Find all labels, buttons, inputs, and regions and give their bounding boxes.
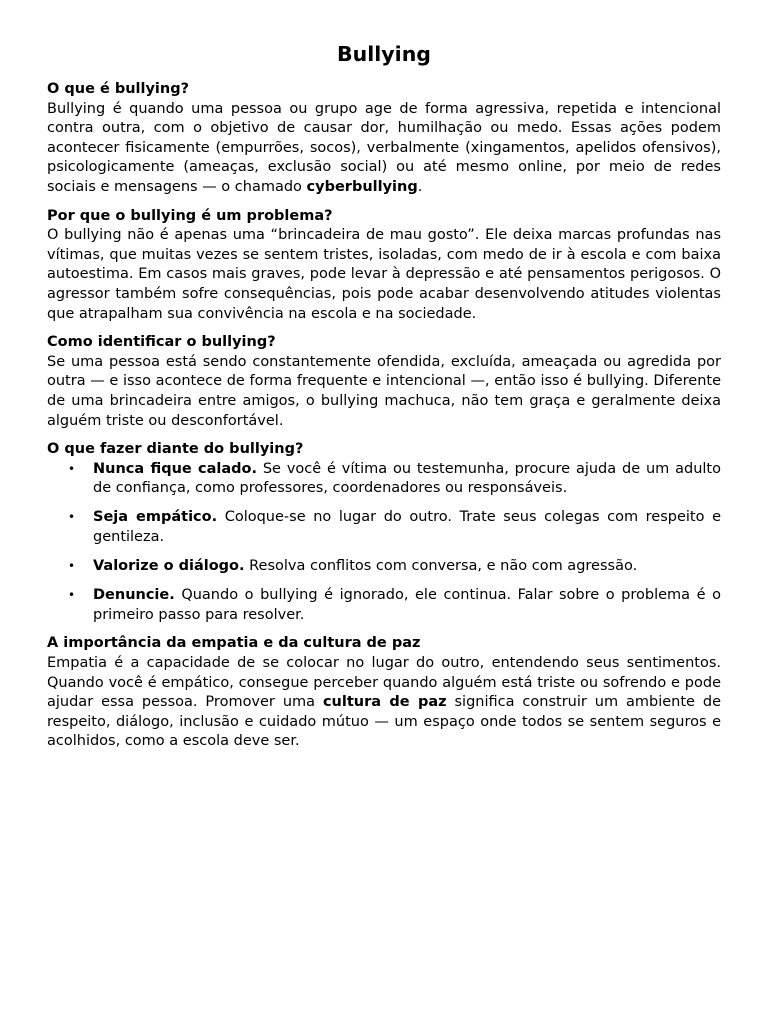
paragraph-text: significa construir um ambiente de respeito, diálogo, inclusão e cuidado mútuo — um espaço onde todos se sentem seguros e acolhidos, como a escola deve ser.	[47, 694, 721, 750]
paragraph-text: .	[417, 178, 423, 195]
bullet-icon: •	[68, 588, 76, 603]
list-item	[68, 460, 721, 499]
list-item-text: Resolva conflitos com conversa, e não com agressão.	[244, 558, 638, 575]
section-paragraph	[47, 100, 721, 198]
list-item-text: Coloque-se no lugar do outro. Trate seus colegas com respeito e gentileza.	[93, 509, 721, 545]
section-heading: Por que o bullying é um problema?	[47, 207, 333, 224]
list-item-text: Se você é vítima ou testemunha, procure ajuda de um adulto de confiança, como professores, coordenadores ou responsáveis.	[93, 460, 721, 497]
section-how-identify	[47, 333, 721, 431]
section-paragraph	[47, 654, 721, 752]
section-paragraph: Se uma pessoa está sendo constantemente ofendida, excluída, ameaçada ou agredida por outra — e isso acontece de forma frequente e intencional —, então isso é bullying. Diferente de uma brincadeira entre amigos, o bullying machuca, não tem graça e geralmente deixa alguém triste ou desconfortável.	[47, 353, 721, 429]
section-heading: Como identificar o bullying?	[47, 334, 276, 351]
list-item	[68, 508, 721, 547]
paragraph-text: Empatia é a capacidade de se colocar no lugar do outro, entendendo seus sentimentos. Quando você é empático, consegue perceber quando alguém está triste ou sofrendo e pode ajudar essa pessoa. Promover uma	[47, 654, 721, 711]
paragraph-text: Bullying é quando uma pessoa ou grupo age de forma agressiva, repetida e intencional contra outra, com o objetivo de causar dor, humilhação ou medo. Essas ações podem acontecer fisicamente (empurrões, socos), verbalmente (xingamentos, apelidos ofensivos), psicologicamente (ameaças, exclusão social) ou até mesmo online, por meio de redes sociais e mensagens — o chamado	[47, 100, 721, 195]
section-empathy-peace	[47, 634, 721, 752]
bullet-icon: •	[68, 510, 76, 525]
document-title: Bullying	[337, 42, 431, 66]
list-item-bold: Denuncie.	[93, 587, 175, 604]
section-what-is-bullying	[47, 80, 721, 198]
tips-list	[47, 460, 721, 626]
section-heading: A importância da empatia e da cultura de paz	[47, 635, 421, 652]
section-heading: O que fazer diante do bullying?	[47, 441, 304, 458]
list-item	[68, 557, 721, 577]
section-heading: O que é bullying?	[47, 81, 190, 97]
list-item-bold: Nunca fique calado.	[93, 460, 257, 477]
list-item-bold: Seja empático.	[93, 509, 218, 526]
list-item-bold: Valorize o diálogo.	[93, 558, 245, 575]
paragraph-bold-term: cyberbullying	[306, 178, 418, 195]
section-paragraph: O bullying não é apenas uma “brincadeira de mau gosto”. Ele deixa marcas profundas nas vítimas, que muitas vezes se sentem tristes, isoladas, com medo de ir à escola e com baixa autoestima. Em casos mais graves, pode levar à depressão e até pensamentos perigosos. O agressor também sofre consequências, pois pode acabar desenvolvendo atitudes violentas que atrapalham sua convivência na escola e na sociedade.	[47, 227, 721, 322]
section-what-to-do	[47, 440, 721, 625]
bullet-icon: •	[68, 461, 76, 476]
section-why-problem	[47, 207, 721, 325]
list-item	[68, 586, 721, 625]
list-item-text: Quando o bullying é ignorado, ele continua. Falar sobre o problema é o primeiro passo para resolver.	[93, 587, 721, 623]
bullet-icon: •	[68, 559, 76, 574]
paragraph-bold-term: cultura de paz	[322, 694, 447, 711]
